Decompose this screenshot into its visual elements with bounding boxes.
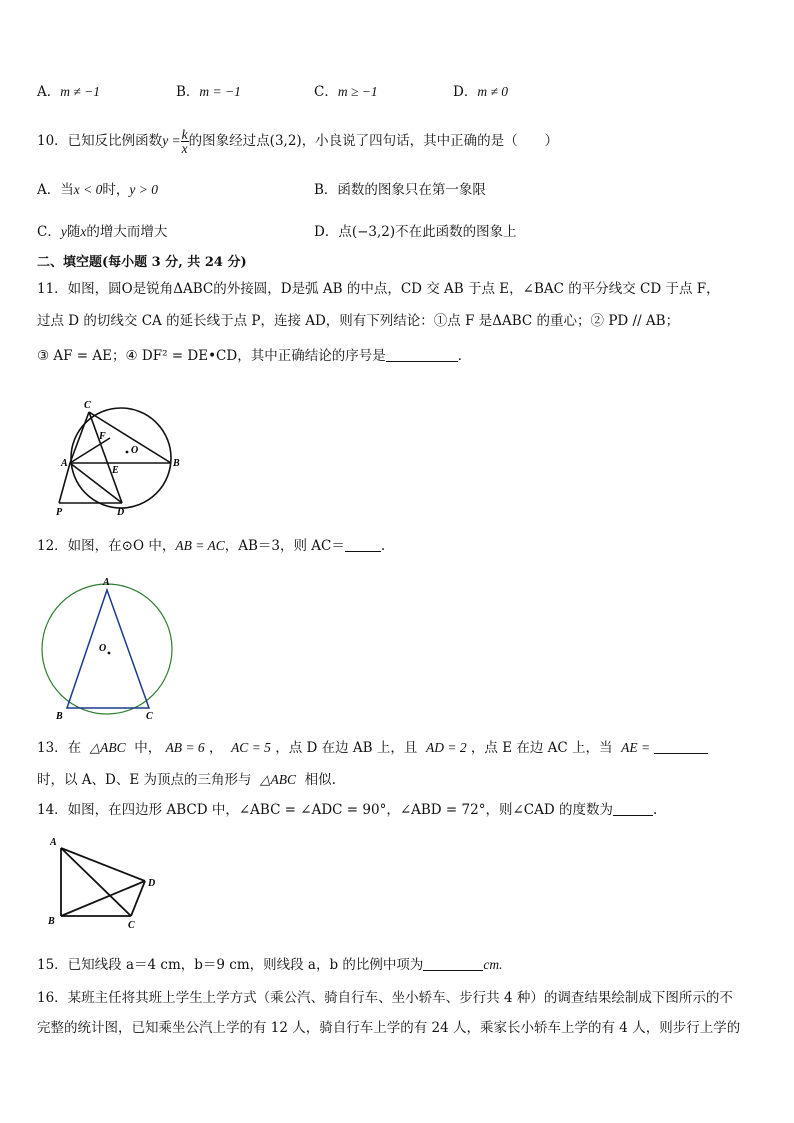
q14-lines	[61, 848, 145, 916]
label-c: C	[84, 400, 91, 411]
q12-circle-figure	[40, 574, 180, 724]
label-o: O	[99, 643, 107, 654]
q11-circle-figure	[50, 395, 190, 520]
q15-text: 15．已知线段 a＝4 cm，b＝9 cm，则线段 a，b 的比例中项为	[37, 957, 424, 973]
segment-ap	[59, 463, 70, 503]
triangle-abc	[67, 590, 149, 708]
segment-ac	[61, 848, 131, 916]
label-b: B	[48, 916, 55, 927]
q12-stem	[37, 536, 385, 556]
q16-line-2: 完整的统计图，已知乘坐公汽上学的有 12 人，骑自行车上学的有 24 人，乘家长小轿车上学的有 4 人，则步行上学的	[37, 1020, 741, 1036]
circumcircle	[71, 408, 171, 508]
q13-math: AD = 2	[426, 740, 467, 755]
label-b: B	[173, 458, 180, 469]
q11-line-1: 11．如图，圆O是锐角ΔABC的外接圆，D是弧 AB 的中点，CD 交 AB 于点 E，∠BAC 的平分线交 CD 于点 F，	[37, 281, 720, 297]
q10-mid: 的图象经过点	[188, 133, 270, 149]
q10-prefix: 10．已知反比例函数	[37, 133, 163, 149]
option-label: A．	[37, 84, 61, 100]
q11-lines	[59, 412, 171, 503]
option-label: D．	[453, 84, 478, 100]
circle-o	[42, 584, 172, 714]
q12-text: 12．如图，在⊙O 中，	[37, 538, 176, 554]
q13-text: 13．在	[37, 740, 82, 756]
q9-option-d	[453, 82, 508, 102]
option-label: D．点	[314, 224, 352, 240]
label-c: C	[128, 920, 135, 929]
label-d: D	[117, 507, 125, 518]
fraction-denominator: x	[181, 141, 188, 156]
q10-option-b: B．函数的图象只在第一象限	[314, 182, 486, 198]
q13-math: AE =	[621, 740, 651, 755]
option-text: 随	[66, 224, 81, 240]
answer-blank[interactable]	[654, 739, 708, 754]
q13-line-1	[37, 738, 708, 758]
q14-text: 14．如图，在四边形 ABCD 中，∠ABC = ∠ADC = 90°，∠ABD = 72°，则∠CAD 的度数为	[37, 802, 613, 818]
option-label: B．	[176, 84, 200, 100]
q12-text: ，AB＝3，则 AC＝	[224, 538, 345, 554]
option-math: m ≠ −1	[60, 84, 101, 99]
q11-end: ．	[457, 348, 472, 364]
q13-math: AB = 6	[165, 740, 205, 755]
option-label: C．	[314, 84, 338, 100]
option-math: x	[80, 224, 87, 239]
q14-end: .	[652, 802, 658, 818]
option-math: (−3,2)	[351, 224, 396, 240]
option-text: 的增大而增大	[86, 224, 168, 240]
segment-ad	[61, 848, 145, 881]
q10-option-c	[37, 222, 167, 242]
q10-option-a	[37, 180, 158, 200]
label-p: P	[56, 507, 63, 518]
label-a: A	[103, 577, 110, 588]
option-math: y	[60, 224, 67, 239]
q13-math: AC = 5	[231, 740, 271, 755]
center-point	[108, 652, 111, 655]
q13-text: ，	[208, 740, 223, 756]
q10-stem	[37, 128, 558, 155]
label-c: C	[146, 711, 153, 722]
q11-line-2: 过点 D 的切线交 CA 的延长线于点 P，连接 AD，则有下列结论：①点 F 是ΔABC 的重心；② PD // AB；	[37, 313, 680, 329]
answer-blank[interactable]	[386, 347, 458, 362]
label-e: E	[112, 465, 119, 476]
section-title: 二、填空题(每小题 3 分, 共 24 分)	[37, 255, 247, 270]
q10-point: (3,2)	[269, 133, 302, 149]
q12-end: .	[380, 538, 386, 554]
q14-quadrilateral-figure	[44, 834, 169, 929]
q13-text: 时，以 A、D、E 为顶点的三角形与	[37, 772, 252, 788]
label-a: A	[61, 458, 68, 469]
q12-arc-equation: AB = AC	[175, 538, 225, 553]
q9-option-a	[37, 82, 100, 102]
q15-end: cm.	[483, 957, 503, 972]
q11-line-3	[37, 346, 471, 366]
q13-text: 中，	[134, 740, 162, 756]
q15-stem	[37, 955, 503, 975]
option-text: 不在此函数的图象上	[395, 224, 517, 240]
q14-stem	[37, 800, 657, 820]
q13-text: ，点 E 在边 AC 上，当	[470, 740, 613, 756]
label-d: D	[148, 878, 156, 889]
q10-func: y =	[162, 133, 181, 148]
segment-ac	[70, 412, 89, 463]
q16-line-1: 16．某班主任将其班上学生上学方式（乘公汽、骑自行车、坐小轿车、步行共 4 种）的调查结果绘制成下图所示的不	[37, 990, 733, 1006]
q10-option-d	[314, 222, 517, 242]
answer-blank[interactable]	[423, 956, 483, 971]
q13-math: △ABC	[260, 772, 296, 787]
q10-suffix: ，小良说了四句话，其中正确的是（ ）	[301, 133, 559, 149]
q13-math: △ABC	[89, 740, 126, 755]
q10-fraction	[181, 128, 189, 155]
label-b: B	[56, 711, 63, 722]
option-math: m = −1	[199, 84, 241, 99]
q13-line-2	[37, 770, 336, 790]
option-label: C．	[37, 224, 61, 240]
q11-text: ③ AF = AE；④ DF² = DE•CD，其中正确结论的序号是	[37, 348, 386, 364]
center-point	[126, 451, 129, 454]
option-math: m ≥ −1	[337, 84, 378, 99]
q13-text: 相似.	[304, 772, 336, 788]
label-f: F	[99, 431, 106, 442]
option-math: y > 0	[129, 182, 158, 197]
option-text: 时，	[102, 182, 130, 198]
label-o: O	[131, 445, 139, 456]
option-math: m ≠ 0	[477, 84, 508, 99]
fraction-numerator: k	[181, 127, 188, 142]
q13-text: ，点 D 在边 AB 上，且	[275, 740, 418, 756]
label-a: A	[50, 837, 57, 848]
answer-blank[interactable]	[345, 537, 381, 552]
q9-option-b	[176, 82, 241, 102]
q9-option-c	[314, 82, 378, 102]
answer-blank[interactable]	[613, 801, 653, 816]
option-math: x < 0	[73, 182, 103, 197]
option-label: A．当	[37, 182, 74, 198]
